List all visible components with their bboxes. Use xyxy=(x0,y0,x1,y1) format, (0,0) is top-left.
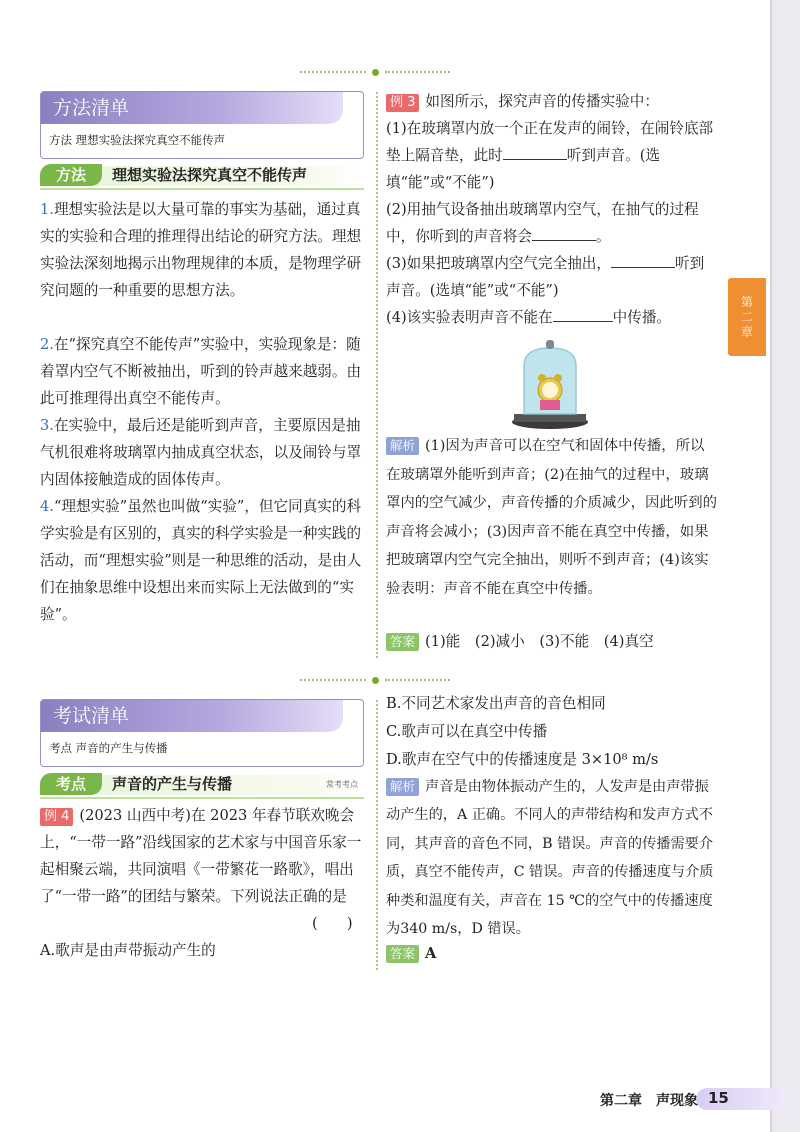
column-divider-top xyxy=(376,92,378,658)
column-divider-bottom xyxy=(376,700,378,970)
example4-paren: ( ) xyxy=(312,915,353,932)
exam-banner xyxy=(40,773,364,799)
example3-tag: 例 3 xyxy=(386,94,419,112)
example3-analysis-tag: 解析 xyxy=(386,437,419,455)
exam-banner-tag: 考点 xyxy=(40,773,102,795)
example3-block xyxy=(386,88,716,331)
example4-option-a: A.歌声是由声带振动产生的 xyxy=(40,942,216,959)
page-edge xyxy=(772,0,800,1132)
chapter-side-tab: 第 二 章 xyxy=(728,278,766,356)
example4-tag: 例 4 xyxy=(40,808,73,826)
example4-option-b: B.不同艺术家发出声音的音色相同 xyxy=(386,695,606,712)
footer-chapter: 第二章 声现象 xyxy=(600,1093,698,1109)
example3-q1: (1)在玻璃罩内放一个正在发声的闹铃，在闹铃底部垫上隔音垫，此时 听到声音。(选填“能”或“不能”) xyxy=(386,120,714,191)
method-banner-title: 理想实验法探究真空不能传声 xyxy=(112,166,308,184)
exam-list-subtitle: 考点 声音的产生与传播 xyxy=(49,741,168,755)
example3-intro: 如图所示，探究声音的传播实验中： xyxy=(425,93,659,110)
example4-answer: 答案 A xyxy=(386,940,716,967)
exam-list-header: 考试清单 xyxy=(41,700,343,732)
example3-answer-tag: 答案 xyxy=(386,633,419,651)
example4-analysis: 解析 声音是由物体振动产生的，人发声是由声带振动产生的，A 正确。不同人的声带结构和发声方式不同，其声音的音色不同，B 错误。声音的传播需要介质，真空不能传声，C 错误。声音的传播速度与介质种类和温度有关，声音在 15 ℃的空气中的传播速度为340 m/s，D 错误。 xyxy=(386,779,714,938)
page-footer xyxy=(600,1084,772,1114)
middle-separator xyxy=(300,676,450,684)
example3-analysis: 解析 (1)因为声音可以在空气和固体中传播，所以在玻璃罩外能听到声音；(2)在抽气的过程中，玻璃罩内的空气减少，声音传播的介质减少，因此听到的声音将会减小；(3)因声音不能在真空中传播，如果把玻璃罩内空气完全抽出，则听不到声音；(4)该实验表明：声音不能在真空中传播。 xyxy=(386,438,717,597)
page-number: 15 xyxy=(708,1089,729,1107)
exam-list-box xyxy=(40,699,364,767)
example4-answer-tag: 答案 xyxy=(386,945,419,963)
exam-banner-title: 声音的产生与传播 xyxy=(112,775,233,793)
example3-answer: 答案 (1)能 (2)减小 (3)不能 (4)真空 xyxy=(386,628,718,655)
method-list-subtitle: 方法 理想实验法探究真空不能传声 xyxy=(49,133,226,147)
example4-question: 例 4 (2023 山西中考)在 2023 年春节联欢晚会上，“一带一路”沿线国家的艺术家与中国音乐家一起相聚云端，共同演唱《一带繁花一路歌》，唱出了“一带一路”的团结与繁荣。下列说法正确的是 xyxy=(40,807,362,905)
example3-q4: (4)该实验表明声音不能在 中传播。 xyxy=(386,309,672,326)
method-point-1: 1.理想实验法是以大量可靠的事实为基础，通过真实的实验和合理的推理得出结论的研究方法。理想实验法深刻地揭示出物理规律的本质，是物理学研究问题的一种重要的思想方法。 xyxy=(40,201,362,299)
method-banner xyxy=(40,164,364,190)
method-point-3: 3.在实验中，最后还是能听到声音，主要原因是抽气机很难将玻璃罩内抽成真空状态，以及闹铃与罩内固体接触造成的固体传声。 xyxy=(40,417,362,488)
example3-q2: (2)用抽气设备抽出玻璃罩内空气，在抽气的过程中，你听到的声音将会 。 xyxy=(386,201,699,245)
exam-banner-note: 常考考点 xyxy=(326,780,358,789)
method-banner-tag: 方法 xyxy=(40,164,102,186)
method-list-header: 方法清单 xyxy=(41,92,343,124)
example3-q3: (3)如果把玻璃罩内空气完全抽出， 听到声音。(选填“能”或“不能”) xyxy=(386,255,705,299)
example4-option-c: C.歌声可以在真空中传播 xyxy=(386,723,548,740)
example4-option-d: D.歌声在空气中的传播速度是 3×10⁸ m/s xyxy=(386,751,659,768)
method-point-4: 4.“理想实验”虽然也叫做“实验”，但它同真实的科学实验是有区别的，真实的科学实验是一种实践的活动，而“理想实验”则是一种思维的活动，是由人们在抽象思维中设想出来而实际上无法做到的“实验”。 xyxy=(40,498,362,623)
method-point-2: 2.在“探究真空不能传声”实验中，实验现象是：随着罩内空气不断被抽出，听到的铃声越来越弱。由此可推理得出真空不能传声。 xyxy=(40,336,362,407)
bell-jar-image xyxy=(510,338,590,430)
method-list-box xyxy=(40,91,364,159)
example4-analysis-tag: 解析 xyxy=(386,778,419,796)
top-separator xyxy=(300,68,450,76)
